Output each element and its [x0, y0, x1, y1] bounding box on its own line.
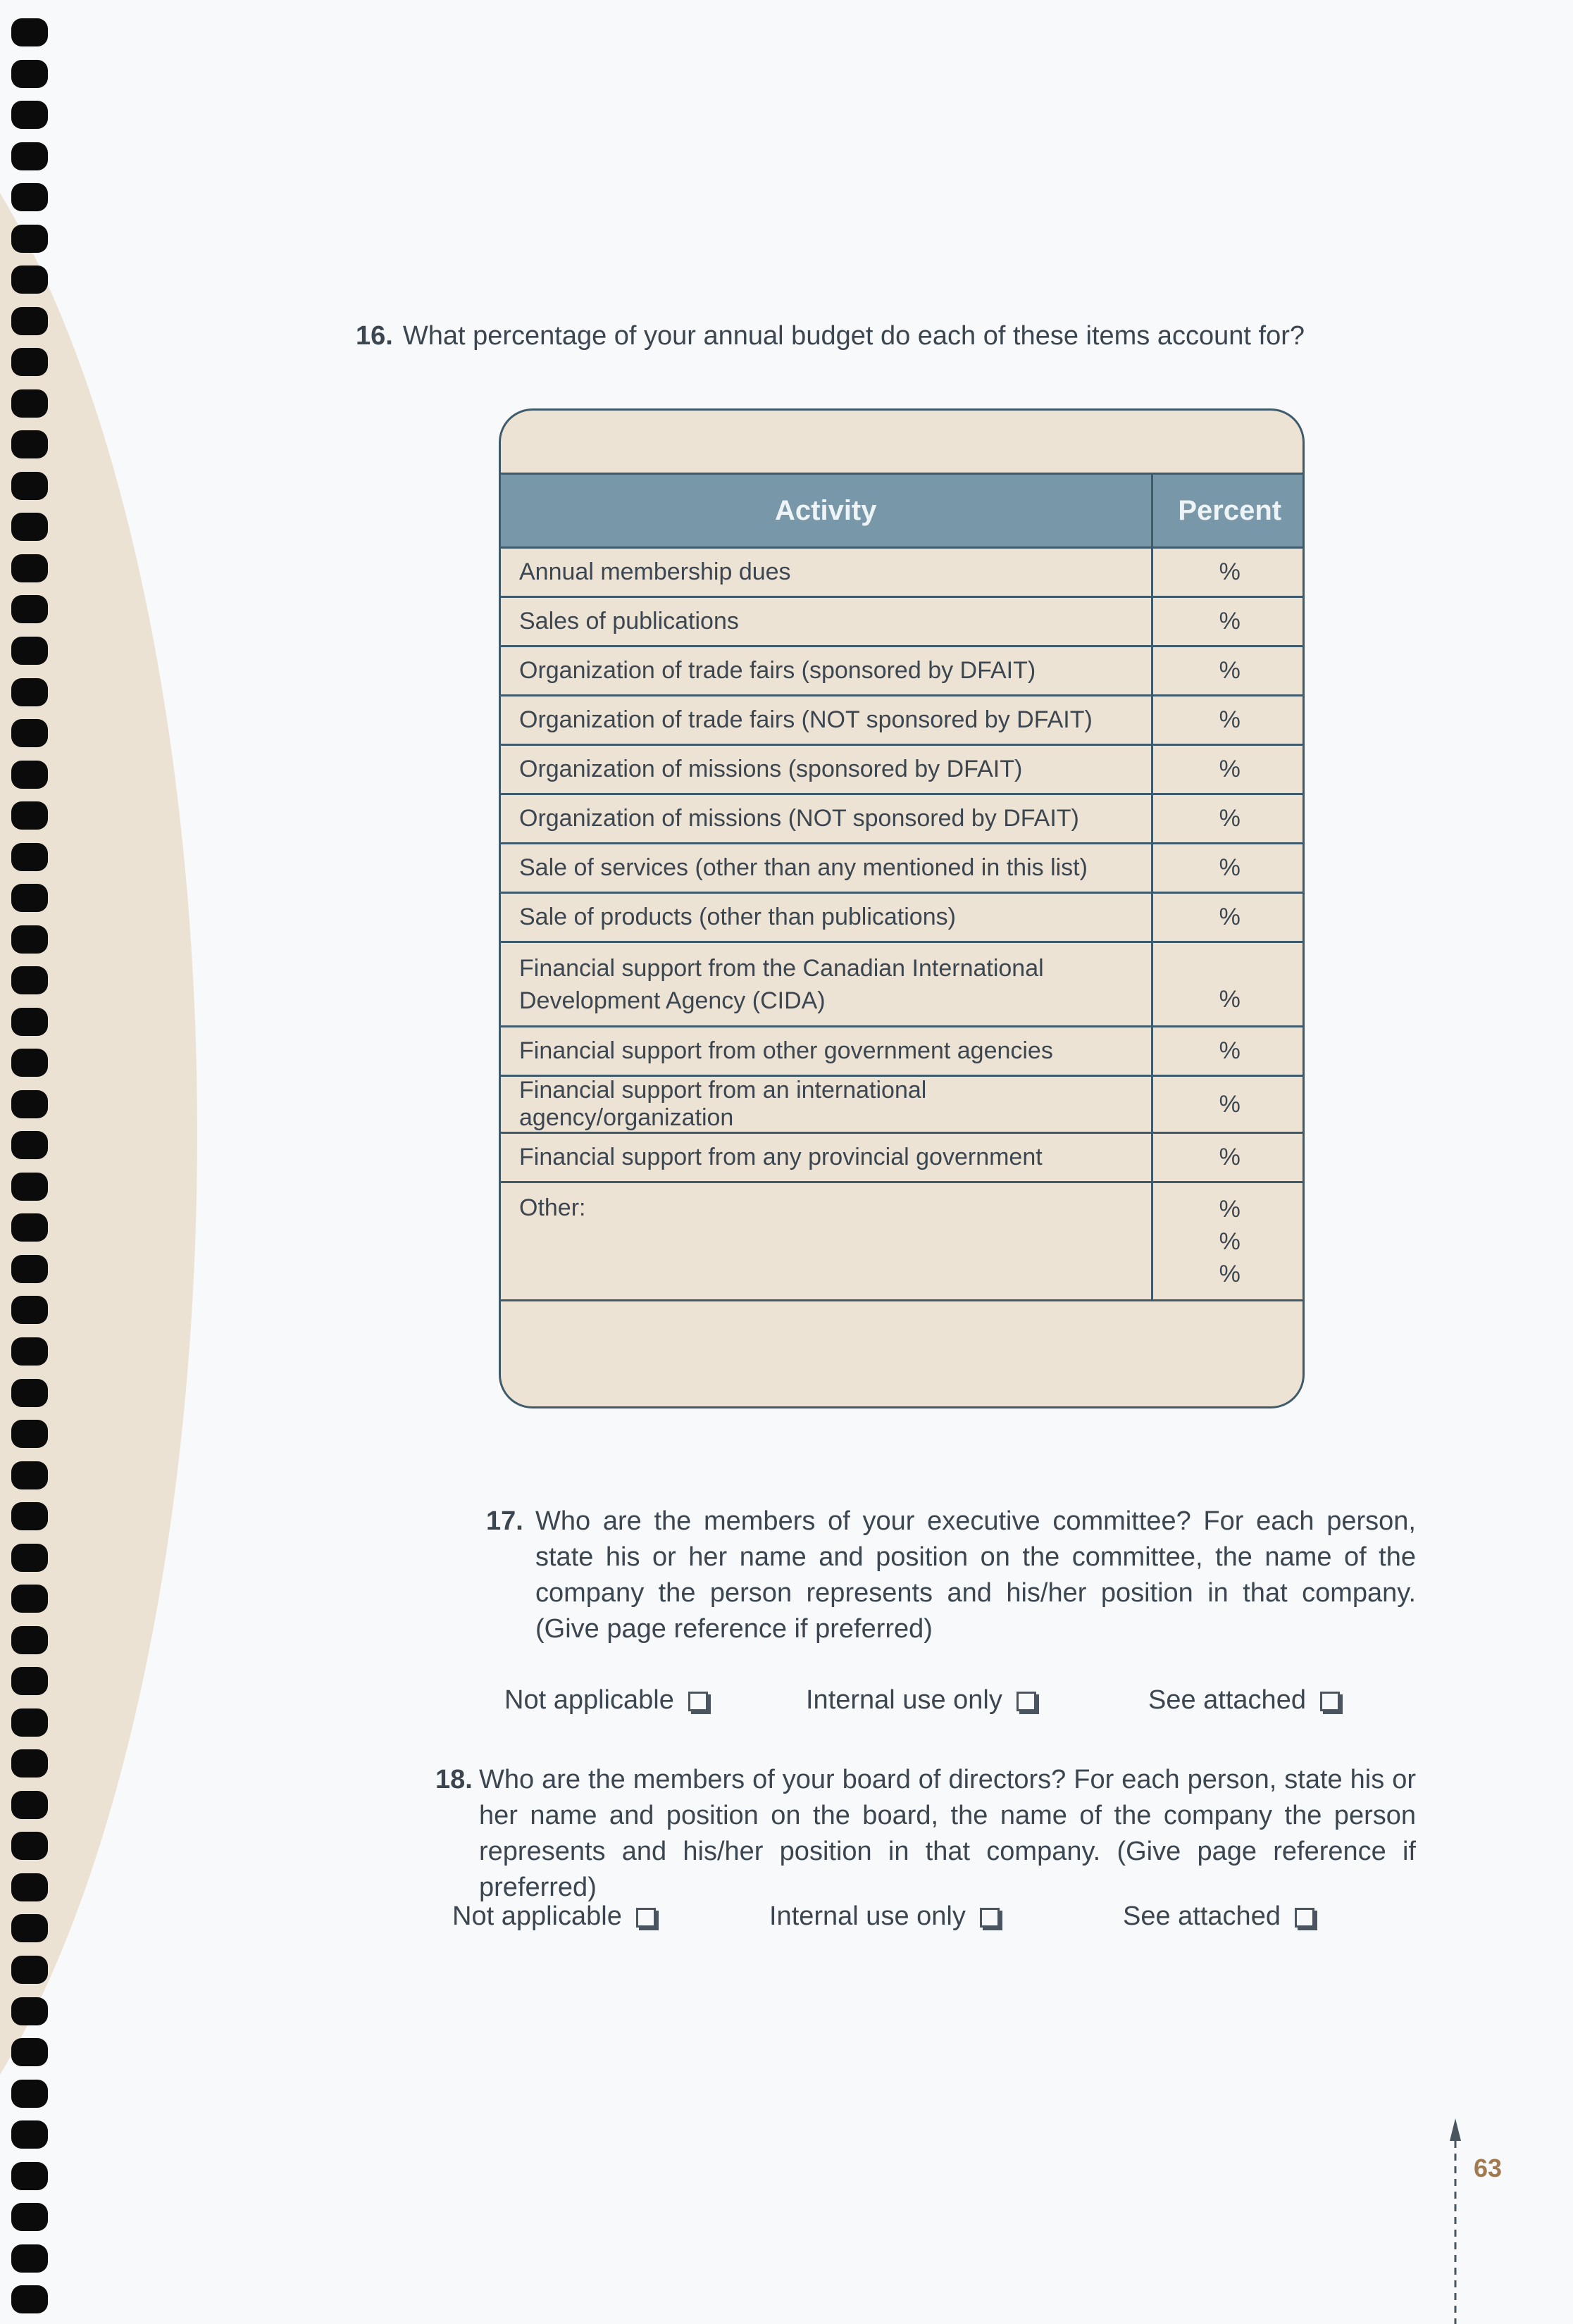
percent-cell[interactable]: %: [1152, 844, 1305, 893]
binding-ring: [11, 1461, 48, 1489]
binding-ring: [11, 1255, 48, 1283]
binding-ring: [11, 2038, 48, 2066]
header-percent: Percent: [1152, 474, 1305, 548]
binding-ring: [11, 1832, 48, 1860]
binding-ring: [11, 925, 48, 954]
binding-ring: [11, 1049, 48, 1077]
binding-ring: [11, 1585, 48, 1613]
budget-table-frame: [499, 408, 1305, 1408]
activity-cell: Organization of missions (sponsored by DFAIT): [501, 745, 1152, 794]
table-row-other: [501, 1182, 1305, 1301]
option-not-applicable[interactable]: [452, 1901, 656, 1932]
binding-ring: [11, 1791, 48, 1819]
table-row: [501, 942, 1305, 1027]
binding-ring: [11, 60, 48, 88]
binding-ring: [11, 1008, 48, 1036]
activity-line: Financial support from the Canadian International: [519, 954, 1044, 982]
binding-ring: [11, 1914, 48, 1942]
table-row: [501, 1076, 1305, 1133]
binding-ring: [11, 2162, 48, 2190]
checkbox-icon[interactable]: [1320, 1692, 1340, 1711]
binding-ring: [11, 1296, 48, 1324]
activity-cell: Organization of trade fairs (NOT sponsored by DFAIT): [501, 696, 1152, 745]
binding-ring: [11, 595, 48, 623]
binding-ring: [11, 1379, 48, 1407]
binding-ring: [11, 843, 48, 871]
binding-ring: [11, 1667, 48, 1695]
percent-cell[interactable]: %: [1152, 794, 1305, 844]
binding-ring: [11, 389, 48, 418]
table-row: [501, 597, 1305, 646]
question-17: [486, 1504, 1416, 1647]
question-16: [356, 318, 1305, 354]
option-not-applicable[interactable]: [504, 1685, 708, 1716]
binding-ring: [11, 1956, 48, 1984]
binding-ring: [11, 18, 48, 46]
question-text: What percentage of your annual budget do each of these items account for?: [402, 321, 1305, 351]
binding-ring: [11, 1337, 48, 1366]
percent-cell[interactable]: %: [1152, 597, 1305, 646]
table-header-row: [501, 474, 1305, 548]
binding-ring: [11, 1544, 48, 1572]
percent-cell[interactable]: %: [1152, 893, 1305, 942]
binding-ring: [11, 966, 48, 994]
binding-ring: [11, 1173, 48, 1201]
binding-ring: [11, 1749, 48, 1778]
table-row: [501, 1133, 1305, 1182]
binding-ring: [11, 1213, 48, 1242]
binding-ring: [11, 101, 48, 129]
percent-cell[interactable]: %: [1152, 745, 1305, 794]
activity-cell: Organization of missions (NOT sponsored by DFAIT): [501, 794, 1152, 844]
percent-line: %: [1219, 1228, 1241, 1255]
option-see-attached[interactable]: [1123, 1901, 1314, 1932]
option-see-attached[interactable]: [1148, 1685, 1340, 1716]
activity-line: Development Agency (CIDA): [519, 987, 826, 1014]
binding-ring: [11, 265, 48, 294]
activity-cell[interactable]: Other:: [501, 1182, 1152, 1301]
binding-ring: [11, 719, 48, 747]
arrow-up-icon: [1448, 2113, 1462, 2324]
binding-ring: [11, 761, 48, 789]
activity-cell: Sale of products (other than publications): [501, 893, 1152, 942]
percent-line: %: [1219, 1196, 1241, 1223]
binding-ring: [11, 554, 48, 582]
binding-ring: [11, 2203, 48, 2231]
question-number: 17.: [486, 1506, 523, 1536]
checkbox-icon[interactable]: [1016, 1692, 1036, 1711]
binding-ring: [11, 348, 48, 376]
checkbox-icon[interactable]: [980, 1908, 1000, 1928]
table-row: [501, 1027, 1305, 1076]
option-label: Internal use only: [769, 1901, 966, 1931]
activity-cell: Sales of publications: [501, 597, 1152, 646]
page-number: 63: [1474, 2154, 1503, 2182]
binding-ring: [11, 513, 48, 541]
percent-cell[interactable]: %: [1152, 646, 1305, 696]
activity-cell: [501, 942, 1152, 1027]
percent-cell[interactable]: %: [1152, 548, 1305, 597]
question-text: Who are the members of your board of directors? For each person, state his or her name and position on the board, the name of the company the person represents and his/her position in that company. (Give page reference if preferred): [479, 1765, 1416, 1902]
binding-ring: [11, 1997, 48, 2025]
binding-ring: [11, 801, 48, 830]
binding-ring: [11, 1873, 48, 1901]
table-row: [501, 696, 1305, 745]
binding-ring: [11, 1708, 48, 1737]
question-18: [435, 1762, 1416, 1906]
binding-ring: [11, 1626, 48, 1654]
percent-line: %: [1219, 1261, 1241, 1287]
option-label: See attached: [1148, 1685, 1306, 1715]
binding-ring: [11, 1420, 48, 1448]
binding-ring: [11, 472, 48, 500]
binding-ring: [11, 1502, 48, 1530]
table-row: [501, 893, 1305, 942]
table-row: [501, 646, 1305, 696]
activity-cell: Financial support from other government agencies: [501, 1027, 1152, 1076]
binding-ring: [11, 678, 48, 706]
activity-cell: Financial support from any provincial government: [501, 1133, 1152, 1182]
option-label: See attached: [1123, 1901, 1281, 1931]
question-number: 18.: [435, 1765, 473, 1794]
option-label: Not applicable: [504, 1685, 674, 1715]
option-internal-use-only[interactable]: [806, 1685, 1036, 1716]
percent-cell[interactable]: %: [1152, 696, 1305, 745]
checkbox-icon[interactable]: [1295, 1908, 1314, 1928]
table-row: [501, 794, 1305, 844]
checkbox-icon[interactable]: [636, 1908, 656, 1928]
activity-cell: Sale of services (other than any mentioned in this list): [501, 844, 1152, 893]
binding-ring: [11, 2080, 48, 2108]
activity-cell: Organization of trade fairs (sponsored by DFAIT): [501, 646, 1152, 696]
binding-ring: [11, 637, 48, 665]
option-label: Internal use only: [806, 1685, 1002, 1715]
binding-ring: [11, 1131, 48, 1159]
binding-ring: [11, 430, 48, 458]
percent-cell[interactable]: %: [1152, 1027, 1305, 1076]
question-number: 16.: [356, 321, 393, 351]
percent-cell[interactable]: [1152, 1182, 1305, 1301]
table-row: [501, 745, 1305, 794]
table-row: [501, 548, 1305, 597]
binding-ring: [11, 142, 48, 170]
binding-ring: [11, 884, 48, 912]
activity-cell: Financial support from an international agency/organization: [501, 1076, 1152, 1133]
option-label: Not applicable: [452, 1901, 622, 1931]
binding-ring: [11, 225, 48, 253]
table-row: [501, 844, 1305, 893]
binding-ring: [11, 2244, 48, 2273]
question-text: Who are the members of your executive committee? For each person, state his or her name and position on the committee, the name of the company the person represents and his/her position in that company. (Give page reference if preferred): [535, 1506, 1416, 1644]
percent-cell[interactable]: %: [1152, 1076, 1305, 1133]
binding-ring: [11, 1090, 48, 1118]
binding-ring: [11, 2120, 48, 2149]
budget-table: [501, 473, 1305, 1301]
binding-ring: [11, 307, 48, 335]
spiral-binding: [11, 18, 54, 2314]
option-internal-use-only[interactable]: [769, 1901, 1000, 1932]
percent-cell[interactable]: %: [1152, 942, 1305, 1027]
activity-cell: Annual membership dues: [501, 548, 1152, 597]
percent-cell[interactable]: %: [1152, 1133, 1305, 1182]
checkbox-icon[interactable]: [688, 1692, 708, 1711]
binding-ring: [11, 183, 48, 211]
header-activity: Activity: [501, 474, 1152, 548]
binding-ring: [11, 2285, 48, 2313]
